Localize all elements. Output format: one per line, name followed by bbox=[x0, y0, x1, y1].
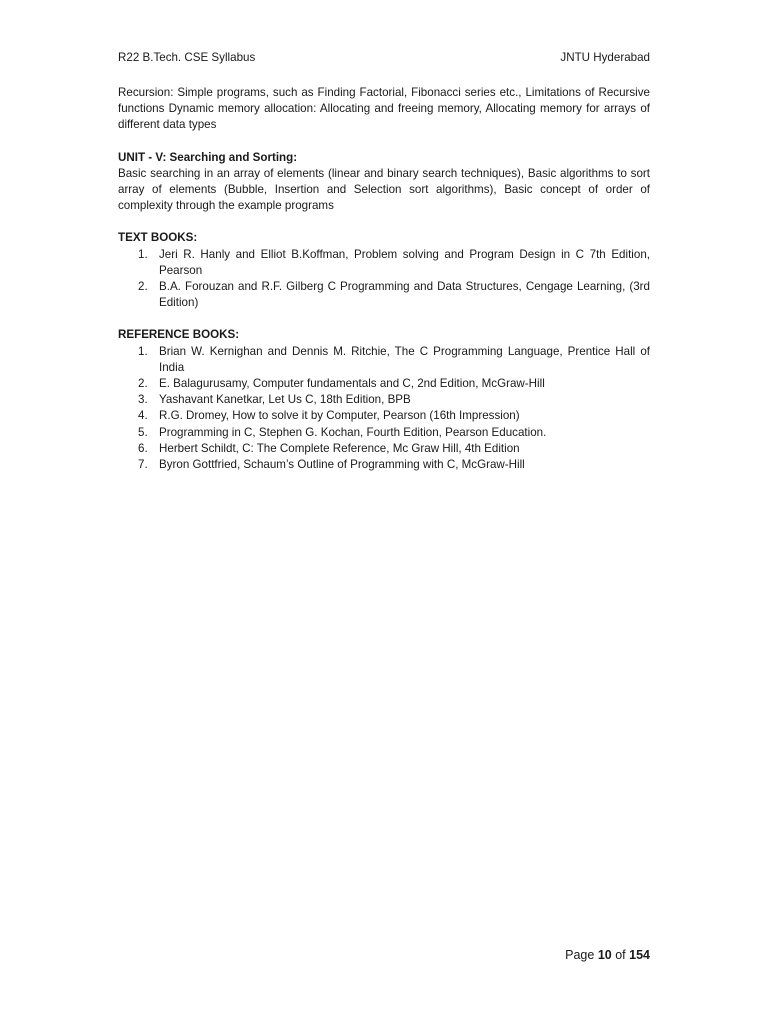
total-pages-number: 154 bbox=[629, 948, 650, 962]
list-item bbox=[118, 344, 650, 376]
page-content bbox=[118, 85, 650, 473]
page-footer bbox=[565, 948, 650, 962]
list-number: 4. bbox=[138, 409, 148, 423]
list-item bbox=[118, 279, 650, 311]
list-number: 2. bbox=[138, 377, 148, 391]
list-item bbox=[118, 457, 650, 473]
list-item bbox=[118, 376, 650, 392]
header-right: JNTU Hyderabad bbox=[560, 51, 650, 64]
list-number: 1. bbox=[138, 247, 148, 261]
page-header bbox=[118, 51, 650, 64]
list-text: Yashavant Kanetkar, Let Us C, 18th Edition, BPB bbox=[159, 393, 411, 407]
text-books-heading: TEXT BOOKS: bbox=[118, 231, 198, 245]
list-number: 3. bbox=[138, 393, 148, 407]
unit5-heading: UNIT - V: Searching and Sorting: bbox=[118, 150, 298, 164]
reference-books-heading: REFERENCE BOOKS: bbox=[118, 328, 240, 342]
current-page-number: 10 bbox=[597, 948, 612, 962]
text-books-list bbox=[118, 247, 650, 312]
list-number: 1. bbox=[138, 344, 148, 358]
list-text: E. Balagurusamy, Computer fundamentals and C, 2nd Edition, McGraw-Hill bbox=[159, 377, 545, 391]
list-text: R.G. Dromey, How to solve it by Computer, Pearson (16th Impression) bbox=[159, 409, 520, 423]
list-text: Programming in C, Stephen G. Kochan, Fourth Edition, Pearson Education. bbox=[159, 425, 547, 439]
list-text: B.A. Forouzan and R.F. Gilberg C Programming and Data Structures, Cengage Learning, (3rd Edition) bbox=[159, 280, 650, 310]
unit5-body: Basic searching in an array of elements (linear and binary search techniques), Basic algorithms to sort array of elements (Bubble, Insertion and Selection sort algorithms), Basic concept of order of complexity through the example programs bbox=[118, 166, 650, 213]
list-number: 6. bbox=[138, 441, 148, 455]
header-left: R22 B.Tech. CSE Syllabus bbox=[118, 51, 256, 64]
intro-paragraph: Recursion: Simple programs, such as Finding Factorial, Fibonacci series etc., Limitations of Recursive functions Dynamic memory allocation: Allocating and freeing memory, Allocating memory for arrays of different data types bbox=[118, 86, 650, 132]
list-text: Jeri R. Hanly and Elliot B.Koffman, Problem solving and Program Design in C 7th Edition, Pearson bbox=[159, 247, 650, 277]
list-text: Herbert Schildt, C: The Complete Reference, Mc Graw Hill, 4th Edition bbox=[159, 441, 520, 455]
page-of-label: of bbox=[615, 948, 626, 962]
list-number: 5. bbox=[138, 425, 148, 439]
list-item bbox=[118, 247, 650, 279]
reference-books-list bbox=[118, 344, 650, 474]
list-item bbox=[118, 408, 650, 424]
list-text: Byron Gottfried, Schaum’s Outline of Programming with C, McGraw-Hill bbox=[159, 458, 525, 472]
reference-books-section bbox=[118, 327, 650, 473]
page-label: Page bbox=[565, 948, 595, 962]
unit5-section bbox=[118, 150, 650, 215]
list-item bbox=[118, 392, 650, 408]
list-text: Brian W. Kernighan and Dennis M. Ritchie, The C Programming Language, Prentice Hall of India bbox=[159, 344, 650, 374]
text-books-section bbox=[118, 230, 650, 311]
list-item bbox=[118, 441, 650, 457]
list-item bbox=[118, 425, 650, 441]
list-number: 2. bbox=[138, 280, 148, 294]
list-number: 7. bbox=[138, 458, 148, 472]
